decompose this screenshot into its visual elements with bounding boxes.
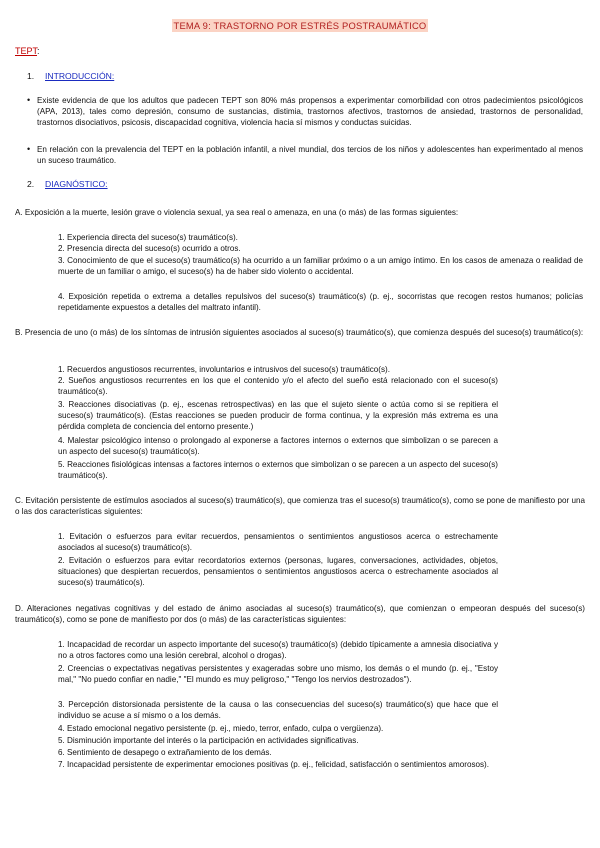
criterion-d-item-4: 4. Estado emocional negativo persistente (p. ej., miedo, terror, enfado, culpa o vergüenza). <box>58 724 384 733</box>
bullet-icon: • <box>27 95 31 105</box>
criterion-c-item-2: 2. Evitación o esfuerzos para evitar recordatorios externos (personas, lugares, conversaciones, actividades, objetos, situaciones) que despiertan recuerdos, pensamientos o sentimientos angustiosos acerca o estrechamente asociados al suceso(s) traumático(s). <box>58 556 498 587</box>
criterion-d-item-6: 6. Sentimiento de desapego o extrañamiento de los demás. <box>58 748 272 757</box>
criterion-b-item-2: 2. Sueños angustiosos recurrentes en los que el contenido y/o el afecto del sueño está relacionado con el suceso(s) traumático(s). <box>58 376 498 396</box>
criterion-d-item-3: 3. Percepción distorsionada persistente de la causa o las consecuencias del suceso(s) traumático(s) que hace que el individuo se acuse a sí mismo o a los demás. <box>58 700 498 720</box>
section-heading-diagnostico: 2. DIAGNÓSTICO: <box>27 179 108 189</box>
criterion-d-item-7: 7. Incapacidad persistente de experimentar emociones positivas (p. ej., felicidad, satisfacción o sentimientos amorosos). <box>58 760 489 769</box>
criterion-a-item-2: 2. Presencia directa del suceso(s) ocurrido a otros. <box>58 244 241 253</box>
criterion-b-item-5: 5. Reacciones fisiológicas intensas a factores internos o externos que simbolizan o se parecen a un aspecto del suceso(s) traumático(s). <box>58 460 498 480</box>
criterion-d-item-1: 1. Incapacidad de recordar un aspecto importante del suceso(s) traumático(s) (debido típicamente a amnesia disociativa y no a otros factores como una lesión cerebral, alcohol o drogas). <box>58 640 498 660</box>
intro-bullet-2: En relación con la prevalencia del TEPT en la población infantil, a nivel mundial, dos tercios de los niños y adolescentes han experimentado al menos un suceso traumático. <box>37 145 583 165</box>
criterion-a-item-1: 1. Experiencia directa del suceso(s) traumático(s). <box>58 233 238 242</box>
criterion-b-item-4: 4. Malestar psicológico intenso o prolongado al exponerse a factores internos o externos que simbolizan o se parecen a un aspecto del suceso(s) traumático(s). <box>58 436 498 456</box>
tept-heading: TEPT: <box>15 46 40 56</box>
criterion-a-intro: A. Exposición a la muerte, lesión grave o violencia sexual, ya sea real o amenaza, en una (o más) de las formas siguientes: <box>15 208 459 217</box>
criterion-b-item-3: 3. Reacciones disociativas (p. ej., escenas retrospectivas) en las que el sujeto siente o actúa como si se repitiera el suceso(s) traumático(s). (Estas reacciones se pueden producir de forma continua, y la expresión más extrema es una pérdida completa de conciencia del entorno presente.) <box>58 400 498 431</box>
section-heading-introduccion: 1. INTRODUCCIÓN: <box>27 71 115 81</box>
criterion-a-item-3: 3. Conocimiento de que el suceso(s) traumático(s) ha ocurrido a un familiar próximo o a un amigo íntimo. En los casos de amenaza o realidad de muerte de un familiar o amigo, el suceso(s) ha de haber sido violento o accidental. <box>58 256 583 276</box>
introduccion-link[interactable]: INTRODUCCIÓN: <box>45 71 115 81</box>
criterion-a-item-4: 4. Exposición repetida o extrema a detalles repulsivos del suceso(s) traumático(s) (p. ej., socorristas que recogen restos humanos; policías repetidamente expuestos a detalles del maltrato infantil). <box>58 292 583 312</box>
bullet-icon: • <box>27 144 31 154</box>
criterion-d-item-5: 5. Disminución importante del interés o la participación en actividades significativas. <box>58 736 359 745</box>
criterion-b-intro: B. Presencia de uno (o más) de los síntomas de intrusión siguientes asociados al suceso(s) traumático(s), que comienza después del suceso(s) traumático(s): <box>15 328 584 337</box>
criterion-b-item-1: 1. Recuerdos angustiosos recurrentes, involuntarios e intrusivos del suceso(s) traumático(s). <box>58 365 390 374</box>
criterion-c-item-1: 1. Evitación o esfuerzos para evitar recuerdos, pensamientos o sentimientos angustiosos acerca o estrechamente asociados al suceso(s) traumático(s). <box>58 532 498 552</box>
intro-bullet-1: Existe evidencia de que los adultos que padecen TEPT son 80% más propensos a experimentar comorbilidad con otros padecimientos psicológicos (APA, 2013), tales como depresión, consumo de sustancias, distimia, trastornos afectivos, trastornos de ansiedad, trastornos de personalidad, trastornos disociativos, psicosis, discapacidad cognitiva, violencia hacia sí mismos y conductas suicidas. <box>37 96 583 127</box>
page-title: TEMA 9: TRASTORNO POR ESTRÉS POSTRAUMÁTICO <box>173 20 427 31</box>
criterion-d-intro: D. Alteraciones negativas cognitivas y del estado de ánimo asociadas al suceso(s) traumático(s), que comienzan o empeoran después del suceso(s) traumático(s), como se pone de manifiesto por dos (o más) de las características siguientes: <box>15 604 585 624</box>
criterion-d-item-2: 2. Creencias o expectativas negativas persistentes y exageradas sobre uno mismo, los demás o el mundo (p. ej., "Estoy mal," "No puedo confiar en nadie," "El mundo es muy peligroso," "Tengo los nervios destrozados"). <box>58 664 498 684</box>
criterion-c-intro: C. Evitación persistente de estímulos asociados al suceso(s) traumático(s), que comienza tras el suceso(s) traumático(s), como se pone de manifiesto por una o las dos características siguientes: <box>15 496 585 516</box>
tept-label: TEPT <box>15 46 38 56</box>
diagnostico-link[interactable]: DIAGNÓSTICO: <box>45 179 108 189</box>
